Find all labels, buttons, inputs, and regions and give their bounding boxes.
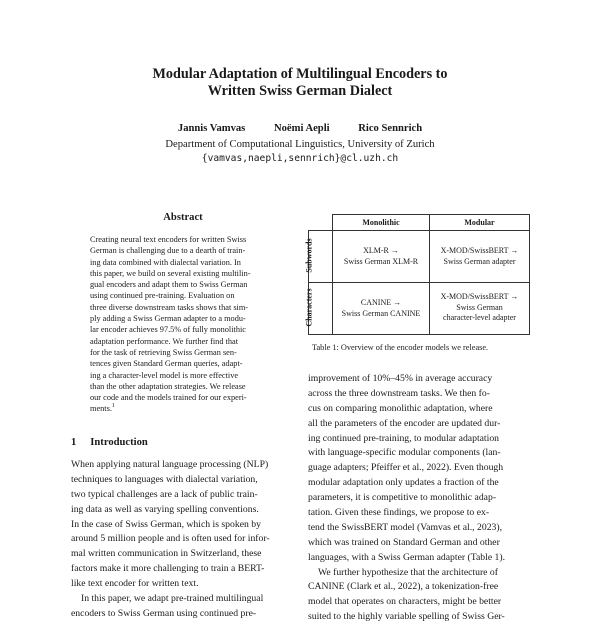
body-line: like text encoder for written text. [71, 578, 199, 590]
abstract-line: three diverse downstream tasks shows that sim- [90, 302, 249, 312]
body-line: across the three downstream tasks. We then fo- [308, 387, 490, 399]
abstract-line: ing a character-level model is more effective [90, 370, 239, 380]
title-line-1: Modular Adaptation of Multilingual Encoders to [152, 66, 448, 82]
cell-line: X-MOD/SwissBERT → [440, 292, 519, 301]
abstract-heading: Abstract [163, 212, 203, 223]
body-line: parameters, it is competitive to monolithic adap- [308, 492, 497, 504]
abstract-line: ply adding a Swiss German adapter to a modu- [90, 314, 246, 324]
abstract-line: than the other adaptation strategies. We release [90, 381, 246, 391]
footnote-mark[interactable]: 1 [111, 403, 115, 410]
body-line: two typical challenges are a lack of public train- [71, 488, 258, 500]
row-header-subwords: Subwords [304, 238, 314, 273]
table-caption: Table 1: Overview of the encoder models we release. [312, 343, 489, 352]
cell-line: character-level adapter [443, 313, 516, 322]
email-addresses: {vamvas,naepli,sennrich}@cl.uzh.ch [201, 153, 399, 164]
body-line: guage adapters; Pfeiffer et al., 2022). Even though [308, 462, 504, 474]
body-line: ing data as well as varying spelling conventions. [71, 503, 259, 515]
table-rule [308, 230, 530, 231]
abstract-line: using continued pre-training. Evaluation on [90, 291, 235, 301]
body-line: around 5 million people and is often used for infor- [71, 533, 270, 545]
abstract-line: Creating neural text encoders for written Swiss [90, 235, 247, 244]
body-line: languages, with a Swiss German adapter (Table 1). [308, 551, 506, 563]
cell-characters-monolithic [333, 298, 429, 319]
body-line: encoders to Swiss German using continued pre- [71, 607, 257, 619]
section-number: 1 [71, 437, 77, 448]
abstract-last-line-text: ments. [90, 404, 112, 414]
author-2: Noëmi Aepli [273, 123, 330, 134]
cell-line: X-MOD/SwissBERT → [440, 246, 519, 255]
body-line: We further hypothesize that the architecture of [318, 566, 498, 578]
body-line: improvement of 10%–45% in average accuracy [308, 373, 493, 384]
col-header-modular: Modular [464, 218, 495, 227]
col-header-monolithic: Monolithic [362, 218, 400, 227]
body-line: suited to the highly variable spelling of Swiss Ger- [308, 611, 505, 623]
cell-line: Swiss German CANINE [341, 308, 421, 318]
body-line: with language-specific modular components (lan- [308, 447, 501, 459]
section-title: Introduction [90, 437, 148, 448]
table-rule [308, 282, 530, 283]
body-line: tend the SwissBERT model (Vamvas et al., 2023), [308, 521, 503, 533]
body-line: In the case of Swiss German, which is spoken by [71, 518, 261, 530]
body-line: techniques to languages with dialectal variation, [71, 473, 258, 485]
abstract-line: our code and the models trained for our experi- [90, 393, 247, 403]
affiliation: Department of Computational Linguistics, University of Zurich [165, 139, 435, 150]
abstract-line: German is challenging due to a dearth of train- [90, 246, 246, 256]
body-line: model that operates on characters, might be better [308, 596, 502, 608]
body-line: factors make it more challenging to train a BERT- [71, 563, 265, 575]
body-line: CANINE (Clark et al., 2022), a tokenization-free [308, 581, 499, 593]
body-line: all the parameters of the encoder are updated dur- [308, 417, 501, 429]
cell-line: CANINE → [360, 298, 402, 307]
cell-subwords-monolithic [333, 246, 429, 267]
cell-line: XLM-R → [363, 246, 399, 255]
cell-line: Swiss German [456, 302, 503, 312]
cell-subwords-modular [430, 246, 529, 267]
body-line: mal written communication in Switzerland, these [71, 548, 262, 560]
abstract-line: tences given Standard German queries, adapt- [90, 359, 243, 369]
abstract-line: for the task of retrieving Swiss German sen- [90, 347, 237, 357]
table-rule [332, 214, 530, 215]
abstract-line: ing data combined with dialectal variation. In [90, 257, 241, 267]
body-line: When applying natural language processing (NLP) [71, 459, 269, 470]
body-line: tation. Given these findings, we propose to ex- [308, 507, 490, 519]
table-rule [529, 214, 530, 334]
row-header-characters: Characters [304, 288, 314, 327]
title-line-2: Written Swiss German Dialect [207, 83, 393, 99]
body-line: In this paper, we adapt pre-trained multilingual [81, 593, 264, 605]
author-1: Jannis Vamvas [177, 123, 246, 134]
table-rule [308, 334, 530, 335]
body-line: ing continued pre-training, to modular adaptation [308, 432, 500, 444]
abstract-line: adaptation performance. We further find that [90, 336, 238, 346]
body-line: which was trained on Standard German and other [308, 536, 500, 548]
cell-line: Swiss German XLM-R [343, 256, 419, 266]
body-line: modular adaptation only updates a fraction of the [308, 477, 499, 489]
abstract-line: lar encoder achieves 97.5% of fully monolithic [90, 325, 246, 335]
abstract-line: this paper, we build on several existing multilin- [90, 268, 251, 278]
abstract-line: gual encoders and adapt them to Swiss German [90, 280, 248, 290]
cell-characters-modular [430, 292, 529, 324]
body-line: cus on comparing monolithic adaptation, where [308, 402, 493, 414]
cell-line: Swiss German adapter [443, 256, 516, 266]
author-3: Rico Sennrich [358, 123, 423, 134]
